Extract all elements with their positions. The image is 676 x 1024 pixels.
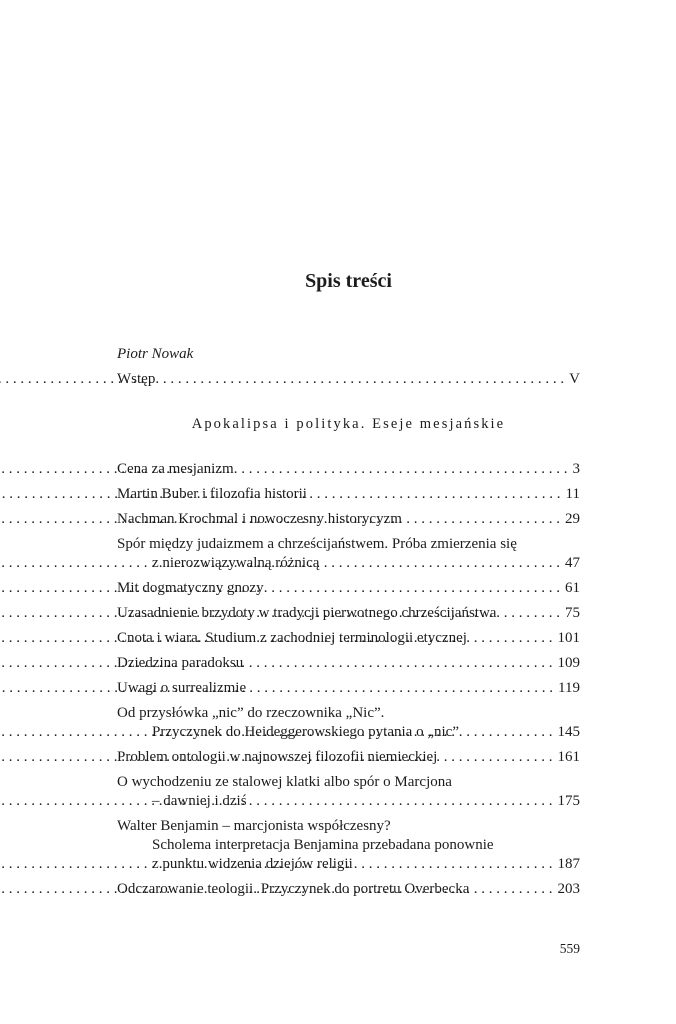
toc-line [117, 370, 580, 389]
entry-title: Odczarowanie teologii. Przyczynek do portretu Overbecka [117, 881, 470, 897]
toc-line [117, 579, 580, 598]
page-number: 101 [557, 630, 580, 646]
page-number: 145 [557, 724, 580, 740]
entry-title: Spór między judaizmem a chrześcijaństwem. Próba zmierzenia się [117, 536, 517, 552]
toc-entry [117, 535, 580, 573]
leader-dots [314, 485, 561, 504]
section-heading: Apokalipsa i polityka. Eseje mesjańskie [191, 416, 506, 432]
page-number: 75 [565, 605, 580, 621]
page-number: 3 [572, 461, 580, 477]
entry-title: Martin Buber i filozofia historii [117, 486, 307, 502]
entry-title: Cena za mesjanizm [117, 461, 234, 477]
toc-line [117, 485, 580, 504]
intro-entry [117, 345, 580, 389]
toc-entry [117, 510, 580, 529]
entry-title: Wstęp [117, 371, 156, 387]
folio-page-number: 559 [559, 941, 580, 956]
page-number: 203 [557, 881, 580, 897]
toc-line [117, 629, 580, 648]
toc-entry [117, 748, 580, 767]
toc-entry [117, 604, 580, 623]
entry-title: O wychodzeniu ze stalowej klatki albo spór o Marcjona [117, 774, 452, 790]
leader-dots [466, 723, 553, 742]
toc-entry [117, 704, 580, 742]
toc-line [117, 817, 580, 836]
toc-line [117, 654, 580, 673]
leader-dots [254, 792, 553, 811]
entry-title-continuation: – dawniej i dziś [152, 793, 247, 809]
leader-dots [271, 579, 560, 598]
leader-dots [503, 604, 560, 623]
toc-line [117, 723, 580, 742]
entry-title: Walter Benjamin – marcjonista współczesny? [117, 818, 391, 834]
page-number: 175 [557, 793, 580, 809]
toc-entry [117, 579, 580, 598]
toc-entry [117, 629, 580, 648]
entry-title: Mit dogmatyczny gnozy [117, 580, 264, 596]
intro-author: Piotr Nowak [117, 346, 194, 362]
toc-line [117, 704, 580, 723]
leader-dots [250, 654, 552, 673]
leader-dots [474, 629, 553, 648]
entry-title-continuation: Przyczynek do Heideggerowskiego pytania o „nic” [152, 724, 459, 740]
toc-line [117, 855, 580, 874]
toc-line [117, 773, 580, 792]
entry-title: Problem ontologii w najnowszej filozofii niemieckiej [117, 749, 438, 765]
toc-line [117, 535, 580, 554]
entry-title: Cnota i wiara. Studium z zachodniej terminologii etycznej [117, 630, 467, 646]
toc-list [117, 460, 580, 905]
toc-entry [117, 460, 580, 479]
toc-line [117, 460, 580, 479]
leader-dots [409, 510, 560, 529]
toc-entry [117, 485, 580, 504]
page-number: 119 [558, 680, 580, 696]
leader-dots [476, 880, 552, 899]
toc-entry [117, 654, 580, 673]
toc-line [117, 679, 580, 698]
page-number: 47 [565, 555, 580, 571]
toc-entry [117, 773, 580, 811]
leader-dots [253, 679, 553, 698]
toc-entry [117, 817, 580, 874]
entry-title: Uzasadnienie brzydoty w tradycji pierwotnego chrześcijaństwa [117, 605, 497, 621]
entry-title-continuation: Scholema interpretacja Benjamina przebadana ponownie [152, 837, 494, 853]
leader-dots [360, 855, 553, 874]
page-number: 61 [565, 580, 580, 596]
page-number: 11 [565, 486, 580, 502]
toc-line [117, 510, 580, 529]
page-title: Spis treści [305, 270, 392, 292]
toc-line [117, 554, 580, 573]
toc-entry [117, 880, 580, 899]
page-number: V [569, 371, 580, 387]
entry-title-continuation: z nierozwiązywalną różnicą [152, 555, 320, 571]
entry-title: Nachman Krochmal i nowoczesny historycyzm [117, 511, 402, 527]
toc-line [117, 836, 580, 855]
page-number: 29 [565, 511, 580, 527]
page-number: 109 [557, 655, 580, 671]
leader-dots [241, 460, 568, 479]
toc-line [117, 880, 580, 899]
leader-dots [326, 554, 560, 573]
page-number: 187 [557, 856, 580, 872]
leader-dots [162, 370, 564, 389]
entry-title: Uwagi o surrealizmie [117, 680, 247, 696]
page-number: 161 [557, 749, 580, 765]
toc-line [117, 748, 580, 767]
entry-title: Od przysłówka „nic” do rzeczownika „Nic”. [117, 705, 385, 721]
toc-entry [117, 679, 580, 698]
toc-line [117, 604, 580, 623]
toc-line [117, 792, 580, 811]
entry-title-continuation: z punktu widzenia dziejów religii [152, 856, 353, 872]
entry-title: Dziedzina paradoksu [117, 655, 244, 671]
leader-dots [444, 748, 552, 767]
